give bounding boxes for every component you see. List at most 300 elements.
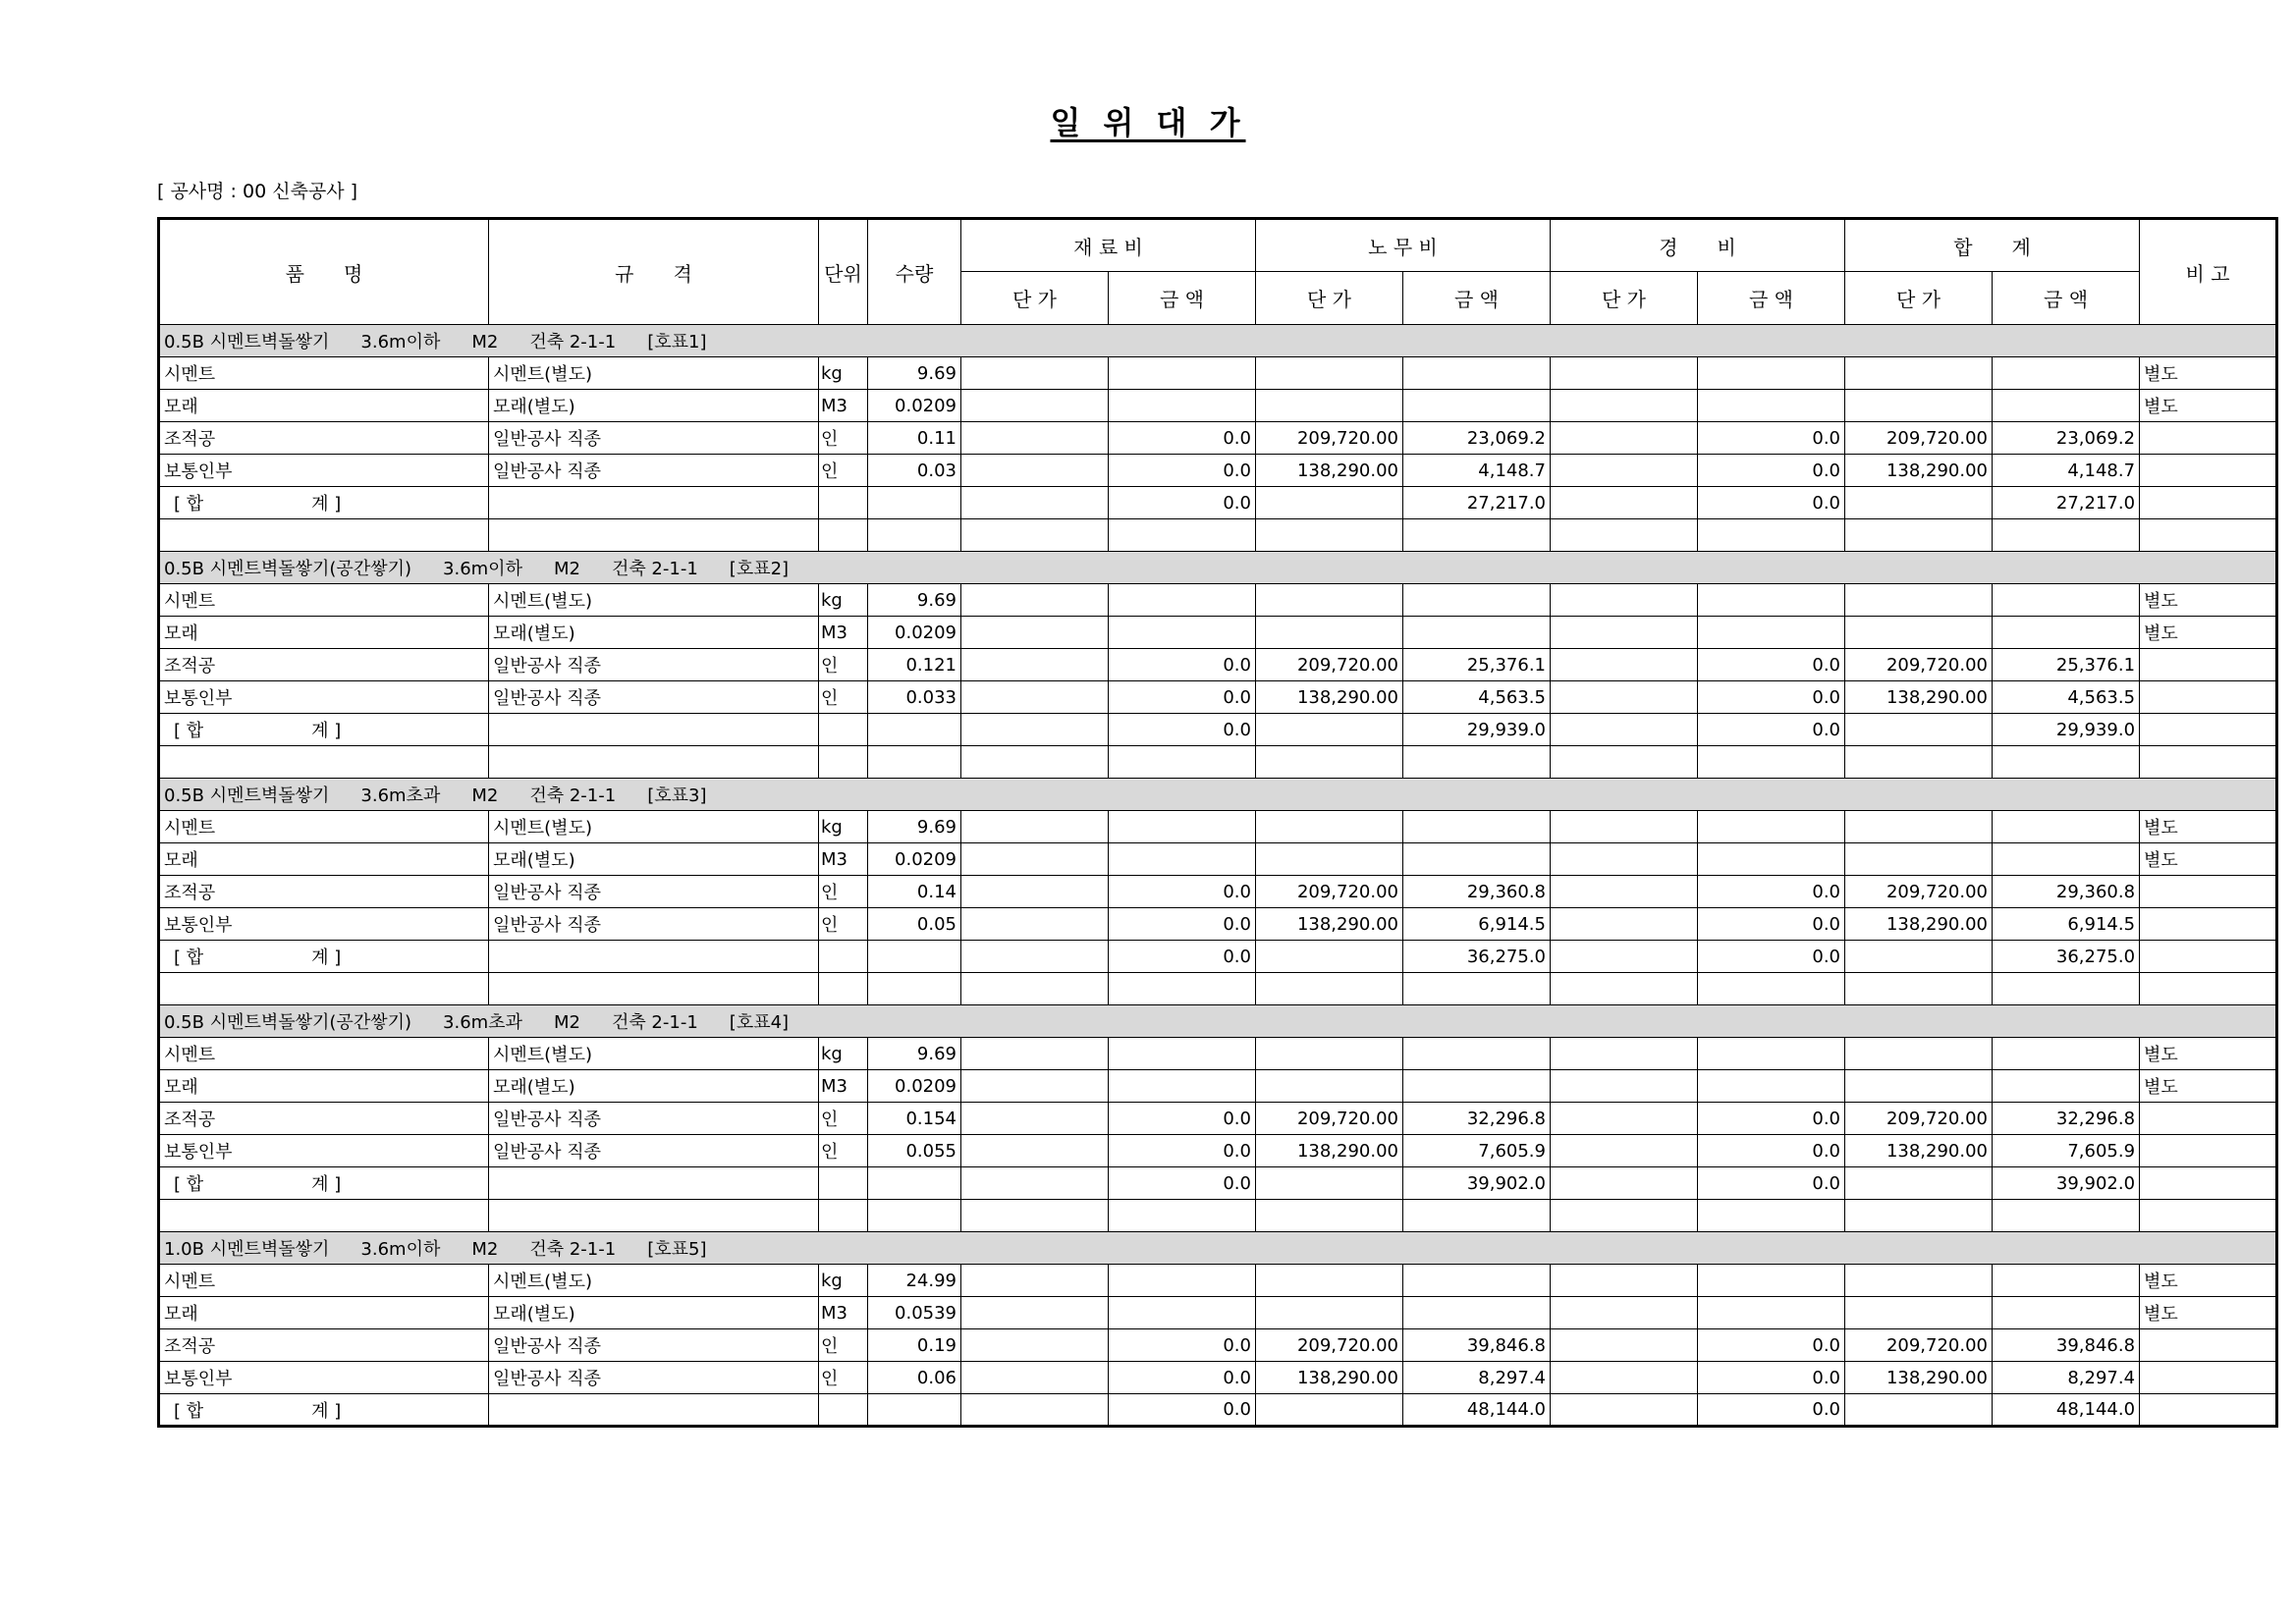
header-expense-amount: 금 액: [1698, 272, 1845, 325]
item-spec: 시멘트(별도): [489, 357, 819, 390]
material-amount: 0.0: [1109, 649, 1256, 681]
material-unit-price: [961, 1329, 1109, 1362]
blank-cell: [1551, 519, 1698, 552]
total-unit-price: [1845, 1265, 1993, 1297]
item-spec: 시멘트(별도): [489, 811, 819, 843]
blank-cell: [1845, 1200, 1993, 1232]
item-spec: 일반공사 직종: [489, 1362, 819, 1394]
item-qty: 0.0209: [868, 1070, 961, 1103]
item-unit: 인: [819, 1362, 868, 1394]
table-row: [159, 908, 2277, 941]
sum-labor-amount: 36,275.0: [1403, 941, 1551, 973]
table-row: [159, 1297, 2277, 1329]
expense-unit-price: [1551, 1297, 1698, 1329]
sum-label-close: 계 ]: [311, 721, 342, 741]
header-material-amount: 금 액: [1109, 272, 1256, 325]
group-condition: 3.6m이하: [360, 1239, 441, 1260]
sum-row: [159, 941, 2277, 973]
item-name: 모래: [159, 390, 489, 422]
expense-amount: [1698, 1070, 1845, 1103]
header-remark: 비 고: [2140, 219, 2277, 325]
sum-material-unit-price: [961, 714, 1109, 746]
labor-amount: 4,563.5: [1403, 681, 1551, 714]
item-name: 조적공: [159, 876, 489, 908]
blank-cell: [868, 973, 961, 1005]
item-qty: 0.14: [868, 876, 961, 908]
table-row: [159, 1362, 2277, 1394]
labor-unit-price: [1256, 1070, 1403, 1103]
table-row: [159, 1038, 2277, 1070]
expense-unit-price: [1551, 390, 1698, 422]
item-name: 보통인부: [159, 1135, 489, 1167]
total-unit-price: [1845, 357, 1993, 390]
sum-material-unit-price: [961, 941, 1109, 973]
item-qty: 9.69: [868, 357, 961, 390]
labor-unit-price: 209,720.00: [1256, 876, 1403, 908]
project-name-label: [ 공사명 : 00 신축공사 ]: [157, 181, 358, 202]
sum-labor-amount: 48,144.0: [1403, 1394, 1551, 1427]
sum-spec: [489, 487, 819, 519]
material-unit-price: [961, 1265, 1109, 1297]
blank-cell: [159, 746, 489, 779]
blank-cell: [819, 973, 868, 1005]
group-title-cell: [159, 779, 2277, 811]
sum-total-amount: 39,902.0: [1993, 1167, 2140, 1200]
item-spec: 모래(별도): [489, 390, 819, 422]
labor-unit-price: 138,290.00: [1256, 1362, 1403, 1394]
sum-labor-unit-price: [1256, 1394, 1403, 1427]
item-qty: 0.19: [868, 1329, 961, 1362]
header-material-unit-price: 단 가: [961, 272, 1109, 325]
expense-amount: [1698, 584, 1845, 617]
total-amount: [1993, 1297, 2140, 1329]
material-unit-price: [961, 1038, 1109, 1070]
sum-label-close: 계 ]: [311, 1400, 342, 1422]
sum-label-open: [ 합: [174, 947, 204, 968]
group-condition: 3.6m이하: [443, 559, 522, 579]
labor-unit-price: 209,720.00: [1256, 422, 1403, 455]
item-qty: 0.11: [868, 422, 961, 455]
blank-cell: [819, 746, 868, 779]
expense-amount: 0.0: [1698, 908, 1845, 941]
labor-amount: [1403, 617, 1551, 649]
expense-amount: [1698, 811, 1845, 843]
item-name: 모래: [159, 617, 489, 649]
sum-labor-unit-price: [1256, 714, 1403, 746]
item-unit: 인: [819, 1329, 868, 1362]
material-amount: [1109, 1038, 1256, 1070]
blank-cell: [1403, 973, 1551, 1005]
blank-cell: [159, 973, 489, 1005]
expense-amount: 0.0: [1698, 876, 1845, 908]
item-spec: 일반공사 직종: [489, 455, 819, 487]
header-labor-amount: 금 액: [1403, 272, 1551, 325]
sum-qty: [868, 1394, 961, 1427]
material-amount: [1109, 390, 1256, 422]
sum-label: [159, 1167, 489, 1200]
item-remark: 별도: [2140, 390, 2277, 422]
sum-material-amount: 0.0: [1109, 1394, 1256, 1427]
sum-label-open: [ 합: [174, 1174, 204, 1195]
item-name: 모래: [159, 1297, 489, 1329]
labor-unit-price: [1256, 617, 1403, 649]
header-material: 재 료 비: [961, 219, 1256, 272]
header-labor-unit-price: 단 가: [1256, 272, 1403, 325]
sum-total-amount: 48,144.0: [1993, 1394, 2140, 1427]
total-unit-price: [1845, 811, 1993, 843]
item-unit: kg: [819, 584, 868, 617]
blank-cell: [489, 746, 819, 779]
item-name: 보통인부: [159, 908, 489, 941]
item-remark: [2140, 649, 2277, 681]
labor-unit-price: [1256, 357, 1403, 390]
blank-cell: [489, 519, 819, 552]
item-remark: [2140, 1135, 2277, 1167]
item-qty: 9.69: [868, 584, 961, 617]
sum-label-close: 계 ]: [311, 947, 342, 968]
total-unit-price: 209,720.00: [1845, 422, 1993, 455]
labor-unit-price: 138,290.00: [1256, 1135, 1403, 1167]
material-amount: 0.0: [1109, 908, 1256, 941]
total-unit-price: [1845, 1038, 1993, 1070]
blank-cell: [1109, 519, 1256, 552]
material-amount: [1109, 1265, 1256, 1297]
item-remark: 별도: [2140, 357, 2277, 390]
header-labor: 노 무 비: [1256, 219, 1551, 272]
table-row: [159, 584, 2277, 617]
expense-amount: 0.0: [1698, 681, 1845, 714]
total-unit-price: 209,720.00: [1845, 1329, 1993, 1362]
expense-amount: [1698, 1297, 1845, 1329]
total-amount: 7,605.9: [1993, 1135, 2140, 1167]
total-amount: 23,069.2: [1993, 422, 2140, 455]
item-qty: 0.033: [868, 681, 961, 714]
expense-amount: 0.0: [1698, 1135, 1845, 1167]
expense-amount: [1698, 1038, 1845, 1070]
expense-unit-price: [1551, 584, 1698, 617]
labor-amount: 23,069.2: [1403, 422, 1551, 455]
sum-label-open: [ 합: [174, 1400, 204, 1422]
group-code: [호표1]: [647, 332, 707, 352]
blank-cell: [961, 746, 1109, 779]
blank-cell: [2140, 746, 2277, 779]
sum-expense-amount: 0.0: [1698, 487, 1845, 519]
sum-row: [159, 714, 2277, 746]
material-amount: [1109, 1070, 1256, 1103]
group-header-row: [159, 552, 2277, 584]
total-amount: 32,296.8: [1993, 1103, 2140, 1135]
sum-remark: [2140, 1394, 2277, 1427]
expense-amount: [1698, 843, 1845, 876]
blank-cell: [868, 519, 961, 552]
total-amount: [1993, 584, 2140, 617]
labor-amount: [1403, 843, 1551, 876]
expense-unit-price: [1551, 811, 1698, 843]
total-amount: [1993, 1070, 2140, 1103]
total-unit-price: 138,290.00: [1845, 1362, 1993, 1394]
labor-unit-price: 209,720.00: [1256, 1329, 1403, 1362]
group-header-row: [159, 325, 2277, 357]
blank-cell: [1256, 973, 1403, 1005]
blank-cell: [1109, 973, 1256, 1005]
blank-cell: [1403, 519, 1551, 552]
group-reference: 건축 2-1-1: [529, 1239, 617, 1260]
item-unit: 인: [819, 681, 868, 714]
item-unit: 인: [819, 1135, 868, 1167]
total-amount: [1993, 357, 2140, 390]
labor-unit-price: [1256, 584, 1403, 617]
blank-cell: [1551, 973, 1698, 1005]
sum-material-amount: 0.0: [1109, 714, 1256, 746]
group-unit: M2: [553, 1012, 580, 1033]
blank-cell: [868, 1200, 961, 1232]
header-expense-unit-price: 단 가: [1551, 272, 1698, 325]
item-name: 시멘트: [159, 811, 489, 843]
blank-cell: [961, 519, 1109, 552]
labor-amount: [1403, 1297, 1551, 1329]
material-amount: 0.0: [1109, 422, 1256, 455]
expense-unit-price: [1551, 681, 1698, 714]
blank-cell: [1551, 746, 1698, 779]
header-unit: 단위: [819, 219, 868, 325]
group-unit: M2: [553, 559, 580, 579]
total-amount: 8,297.4: [1993, 1362, 2140, 1394]
expense-unit-price: [1551, 422, 1698, 455]
item-qty: 0.06: [868, 1362, 961, 1394]
total-unit-price: 138,290.00: [1845, 1135, 1993, 1167]
group-header-row: [159, 1232, 2277, 1265]
blank-cell: [2140, 1200, 2277, 1232]
group-title: 0.5B 시멘트벽돌쌓기(공간쌓기): [164, 559, 412, 579]
total-unit-price: [1845, 1070, 1993, 1103]
total-unit-price: 138,290.00: [1845, 908, 1993, 941]
total-amount: 6,914.5: [1993, 908, 2140, 941]
blank-cell: [1256, 519, 1403, 552]
item-remark: 별도: [2140, 617, 2277, 649]
material-unit-price: [961, 649, 1109, 681]
sum-label-close: 계 ]: [311, 1174, 342, 1195]
group-title-cell: [159, 1232, 2277, 1265]
expense-amount: 0.0: [1698, 455, 1845, 487]
item-spec: 시멘트(별도): [489, 1038, 819, 1070]
header-qty: 수량: [868, 219, 961, 325]
sum-spec: [489, 1167, 819, 1200]
sum-row: [159, 487, 2277, 519]
item-spec: 모래(별도): [489, 617, 819, 649]
item-spec: 일반공사 직종: [489, 422, 819, 455]
item-name: 모래: [159, 843, 489, 876]
table-row: [159, 649, 2277, 681]
item-unit: 인: [819, 455, 868, 487]
expense-unit-price: [1551, 357, 1698, 390]
blank-cell: [1109, 746, 1256, 779]
sum-material-amount: 0.0: [1109, 941, 1256, 973]
table-row: [159, 876, 2277, 908]
material-unit-price: [961, 584, 1109, 617]
item-remark: 별도: [2140, 1265, 2277, 1297]
expense-amount: 0.0: [1698, 1329, 1845, 1362]
sum-labor-unit-price: [1256, 941, 1403, 973]
item-spec: 일반공사 직종: [489, 1135, 819, 1167]
sum-row: [159, 1394, 2277, 1427]
item-qty: 9.69: [868, 1038, 961, 1070]
item-name: 조적공: [159, 1329, 489, 1362]
material-unit-price: [961, 455, 1109, 487]
material-unit-price: [961, 422, 1109, 455]
item-unit: kg: [819, 1265, 868, 1297]
material-amount: [1109, 584, 1256, 617]
sum-material-amount: 0.0: [1109, 1167, 1256, 1200]
item-remark: [2140, 908, 2277, 941]
total-amount: [1993, 390, 2140, 422]
item-unit: kg: [819, 1038, 868, 1070]
total-amount: 29,360.8: [1993, 876, 2140, 908]
blank-cell: [2140, 519, 2277, 552]
table-row: [159, 1329, 2277, 1362]
total-unit-price: 209,720.00: [1845, 876, 1993, 908]
expense-unit-price: [1551, 1103, 1698, 1135]
sum-unit: [819, 941, 868, 973]
blank-cell: [159, 1200, 489, 1232]
labor-amount: 29,360.8: [1403, 876, 1551, 908]
labor-amount: 32,296.8: [1403, 1103, 1551, 1135]
blank-cell: [961, 973, 1109, 1005]
labor-unit-price: 138,290.00: [1256, 681, 1403, 714]
item-spec: 모래(별도): [489, 843, 819, 876]
table-row: [159, 843, 2277, 876]
expense-unit-price: [1551, 843, 1698, 876]
item-spec: 일반공사 직종: [489, 1329, 819, 1362]
group-reference: 건축 2-1-1: [611, 559, 698, 579]
item-remark: 별도: [2140, 584, 2277, 617]
item-name: 보통인부: [159, 1362, 489, 1394]
total-amount: [1993, 617, 2140, 649]
group-code: [호표4]: [729, 1012, 790, 1033]
item-spec: 일반공사 직종: [489, 876, 819, 908]
expense-unit-price: [1551, 1070, 1698, 1103]
labor-amount: 8,297.4: [1403, 1362, 1551, 1394]
material-amount: 0.0: [1109, 681, 1256, 714]
total-amount: [1993, 811, 2140, 843]
unit-cost-table: [157, 217, 2278, 1428]
sum-labor-amount: 27,217.0: [1403, 487, 1551, 519]
total-amount: 25,376.1: [1993, 649, 2140, 681]
sum-labor-amount: 39,902.0: [1403, 1167, 1551, 1200]
item-name: 시멘트: [159, 1265, 489, 1297]
sum-labor-amount: 29,939.0: [1403, 714, 1551, 746]
material-amount: 0.0: [1109, 1362, 1256, 1394]
blank-cell: [1256, 1200, 1403, 1232]
table-row: [159, 1070, 2277, 1103]
sum-total-unit-price: [1845, 714, 1993, 746]
group-code: [호표2]: [729, 559, 790, 579]
blank-cell: [1256, 746, 1403, 779]
group-code: [호표5]: [647, 1239, 707, 1260]
labor-amount: 7,605.9: [1403, 1135, 1551, 1167]
total-unit-price: [1845, 617, 1993, 649]
group-title-cell: [159, 1005, 2277, 1038]
table-body: [159, 325, 2277, 1427]
item-spec: 모래(별도): [489, 1070, 819, 1103]
item-spec: 모래(별도): [489, 1297, 819, 1329]
table-header: [159, 219, 2277, 325]
labor-amount: [1403, 1265, 1551, 1297]
labor-amount: 4,148.7: [1403, 455, 1551, 487]
material-amount: 0.0: [1109, 1135, 1256, 1167]
sum-expense-unit-price: [1551, 714, 1698, 746]
item-name: 보통인부: [159, 681, 489, 714]
item-name: 보통인부: [159, 455, 489, 487]
item-unit: 인: [819, 876, 868, 908]
material-unit-price: [961, 681, 1109, 714]
labor-unit-price: [1256, 1265, 1403, 1297]
labor-amount: [1403, 811, 1551, 843]
item-name: 조적공: [159, 649, 489, 681]
item-remark: [2140, 1103, 2277, 1135]
group-code: [호표3]: [647, 785, 707, 806]
sum-label: [159, 941, 489, 973]
blank-cell: [1993, 746, 2140, 779]
group-header-row: [159, 779, 2277, 811]
sum-labor-unit-price: [1256, 1167, 1403, 1200]
sum-total-amount: 27,217.0: [1993, 487, 2140, 519]
total-amount: 4,563.5: [1993, 681, 2140, 714]
blank-cell: [1403, 1200, 1551, 1232]
total-unit-price: [1845, 1297, 1993, 1329]
blank-cell: [1403, 746, 1551, 779]
blank-cell: [1993, 519, 2140, 552]
group-title: 0.5B 시멘트벽돌쌓기(공간쌓기): [164, 1012, 412, 1033]
sum-remark: [2140, 487, 2277, 519]
expense-unit-price: [1551, 1329, 1698, 1362]
table-row: [159, 1265, 2277, 1297]
expense-amount: 0.0: [1698, 1103, 1845, 1135]
labor-amount: 25,376.1: [1403, 649, 1551, 681]
material-unit-price: [961, 390, 1109, 422]
sum-total-amount: 36,275.0: [1993, 941, 2140, 973]
material-amount: [1109, 811, 1256, 843]
sum-total-unit-price: [1845, 1394, 1993, 1427]
material-unit-price: [961, 357, 1109, 390]
item-unit: M3: [819, 1297, 868, 1329]
item-name: 시멘트: [159, 1038, 489, 1070]
material-amount: [1109, 617, 1256, 649]
item-unit: kg: [819, 811, 868, 843]
sum-label-close: 계 ]: [311, 494, 342, 514]
labor-unit-price: [1256, 1038, 1403, 1070]
header-spec: 규 격: [489, 219, 819, 325]
sum-unit: [819, 1167, 868, 1200]
blank-cell: [1698, 973, 1845, 1005]
expense-amount: [1698, 617, 1845, 649]
labor-amount: 6,914.5: [1403, 908, 1551, 941]
labor-unit-price: 138,290.00: [1256, 455, 1403, 487]
expense-unit-price: [1551, 617, 1698, 649]
table-row: [159, 617, 2277, 649]
sum-label-open: [ 합: [174, 721, 204, 741]
labor-amount: [1403, 1038, 1551, 1070]
total-unit-price: 209,720.00: [1845, 649, 1993, 681]
sum-label: [159, 487, 489, 519]
blank-cell: [961, 1200, 1109, 1232]
item-remark: [2140, 681, 2277, 714]
sum-material-unit-price: [961, 487, 1109, 519]
total-unit-price: [1845, 584, 1993, 617]
header-total-amount: 금 액: [1993, 272, 2140, 325]
blank-row: [159, 519, 2277, 552]
sum-material-unit-price: [961, 1167, 1109, 1200]
group-reference: 건축 2-1-1: [529, 785, 617, 806]
